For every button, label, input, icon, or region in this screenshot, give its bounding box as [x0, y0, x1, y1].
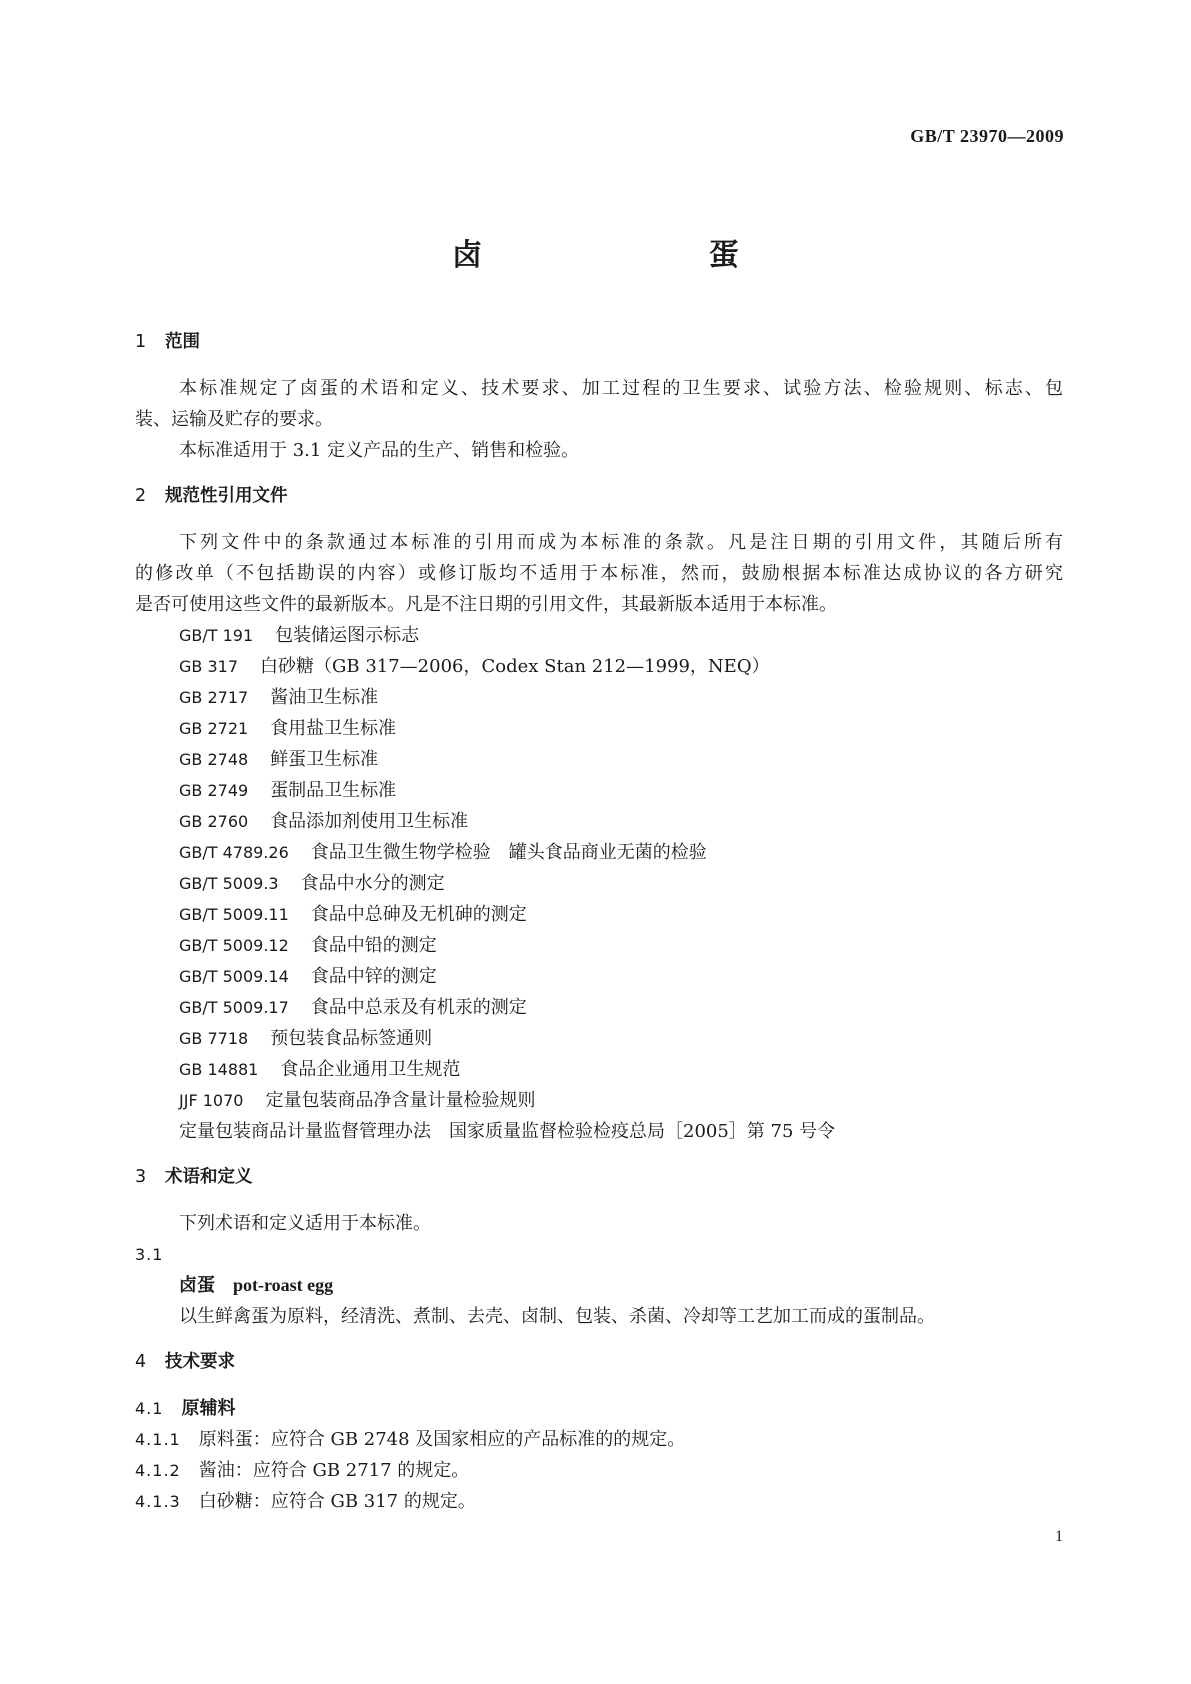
- reference-code: GB 14881: [179, 1060, 259, 1079]
- section-title: 范围: [165, 332, 200, 352]
- page-number: 1: [1055, 1528, 1063, 1545]
- reference-title: 白砂糖（GB 317—2006，Codex Stan 212—1999，NEQ）: [260, 656, 770, 677]
- section-number: 3: [135, 1167, 147, 1187]
- paragraph-line: 本标准规定了卤蛋的术语和定义、技术要求、加工过程的卫生要求、试验方法、检验规则、标志、包: [179, 378, 1063, 399]
- reference-title: 食品中总砷及无机砷的测定: [310, 904, 527, 925]
- document-body: [135, 326, 1063, 1517]
- reference-code: GB/T 5009.3: [179, 874, 279, 893]
- standard-code: GB/T 23970—2009: [910, 126, 1064, 146]
- reference-title: 食品中铅的测定: [310, 935, 437, 956]
- subsection-title: 原辅料: [181, 1398, 236, 1419]
- reference-title: 酱油卫生标准: [270, 687, 379, 708]
- paragraph-line: 装、运输及贮存的要求。: [135, 409, 333, 430]
- clause-item: [135, 1486, 1063, 1517]
- section-2-heading: [135, 480, 1063, 512]
- reference-item: [135, 713, 1063, 744]
- reference-item: [135, 682, 1063, 713]
- reference-item: [135, 992, 1063, 1023]
- reference-title: 食品企业通用卫生规范: [280, 1059, 461, 1080]
- reference-title: 食品中锌的测定: [310, 966, 437, 987]
- reference-code: GB 2749: [179, 781, 249, 800]
- subsection-heading: [135, 1393, 1063, 1424]
- reference-item: [135, 806, 1063, 837]
- term-entry: [135, 1270, 1063, 1301]
- reference-item: [135, 744, 1063, 775]
- reference-title: 食用盐卫生标准: [270, 718, 397, 739]
- reference-code: GB 2760: [179, 812, 249, 831]
- reference-code: GB 2717: [179, 688, 249, 707]
- reference-code: GB 2748: [179, 750, 249, 769]
- paragraph: 下列术语和定义适用于本标准。: [179, 1213, 431, 1234]
- paragraph-line: 下列文件中的条款通过本标准的引用而成为本标准的条款。凡是注日期的引用文件，其随后所有: [179, 532, 1063, 553]
- document-title: 卤 蛋: [452, 238, 847, 273]
- reference-code: GB/T 5009.17: [179, 998, 289, 1017]
- section-title: 术语和定义: [165, 1167, 253, 1187]
- clause-number-label: 4.1.3: [135, 1492, 181, 1511]
- reference-code: GB 2721: [179, 719, 249, 738]
- reference-item: [135, 651, 1063, 682]
- clause-item: [135, 1455, 1063, 1486]
- reference-title: 食品卫生微生物学检验 罐头食品商业无菌的检验: [310, 842, 707, 863]
- clause-text: 酱油：应符合 GB 2717 的规定。: [198, 1460, 470, 1481]
- reference-title: 预包装食品标签通则: [270, 1028, 433, 1049]
- reference-item: [135, 620, 1063, 651]
- reference-item: [135, 930, 1063, 961]
- clause-text: 白砂糖：应符合 GB 317 的规定。: [198, 1491, 476, 1512]
- section-number: 2: [135, 486, 147, 506]
- reference-code: GB 7718: [179, 1029, 249, 1048]
- reference-item: [135, 1023, 1063, 1054]
- term-english: pot-roast egg: [233, 1275, 334, 1295]
- term-definition: 以生鲜禽蛋为原料，经清洗、煮制、去壳、卤制、包装、杀菌、冷却等工艺加工而成的蛋制品。: [179, 1306, 935, 1327]
- section-title: 规范性引用文件: [165, 486, 288, 506]
- term-chinese: 卤蛋: [179, 1275, 215, 1296]
- section-4-heading: [135, 1346, 1063, 1378]
- reference-code: GB/T 5009.11: [179, 905, 289, 924]
- reference-title: 蛋制品卫生标准: [270, 780, 397, 801]
- clause-number-label: 4.1.2: [135, 1461, 181, 1480]
- reference-code: GB/T 5009.14: [179, 967, 289, 986]
- section-number: 4: [135, 1352, 147, 1372]
- reference-item: [135, 837, 1063, 868]
- reference-code: GB/T 4789.26: [179, 843, 289, 862]
- reference-item: [135, 1085, 1063, 1116]
- paragraph-line: 是否可使用这些文件的最新版本。凡是不注日期的引用文件，其最新版本适用于本标准。: [135, 594, 837, 615]
- clause-number-label: 3.1: [135, 1245, 164, 1264]
- reference-title: 食品中水分的测定: [300, 873, 445, 894]
- reference-item: 定量包装商品计量监督管理办法 国家质量监督检验检疫总局［2005］第 75 号令: [179, 1121, 836, 1142]
- reference-code: GB/T 5009.12: [179, 936, 289, 955]
- reference-title: 食品中总汞及有机汞的测定: [310, 997, 527, 1018]
- reference-code: GB 317: [179, 657, 238, 676]
- reference-item: [135, 1054, 1063, 1085]
- paragraph: 本标准适用于 3.1 定义产品的生产、销售和检验。: [179, 440, 580, 461]
- section-3-heading: [135, 1161, 1063, 1193]
- section-1-heading: [135, 326, 1063, 358]
- paragraph-line: 的修改单（不包括勘误的内容）或修订版均不适用于本标准，然而，鼓励根据本标准达成协议的各方研究: [135, 563, 1063, 584]
- reference-item: [135, 868, 1063, 899]
- reference-title: 包装储运图示标志: [275, 625, 420, 646]
- clause-text: 原料蛋：应符合 GB 2748 及国家相应的产品标准的的规定。: [198, 1429, 686, 1450]
- reference-code: JJF 1070: [179, 1091, 244, 1110]
- clause-number-label: 4.1.1: [135, 1430, 181, 1449]
- reference-item: [135, 899, 1063, 930]
- subsection-number: 4.1: [135, 1399, 164, 1418]
- section-number: 1: [135, 332, 147, 352]
- reference-code: GB/T 191: [179, 626, 254, 645]
- reference-title: 鲜蛋卫生标准: [270, 749, 379, 770]
- reference-item: [135, 961, 1063, 992]
- section-title: 技术要求: [165, 1352, 235, 1372]
- clause-number: [135, 1239, 1063, 1270]
- reference-item: [135, 775, 1063, 806]
- reference-title: 定量包装商品净含量计量检验规则: [265, 1090, 536, 1111]
- clause-item: [135, 1424, 1063, 1455]
- reference-title: 食品添加剂使用卫生标准: [270, 811, 469, 832]
